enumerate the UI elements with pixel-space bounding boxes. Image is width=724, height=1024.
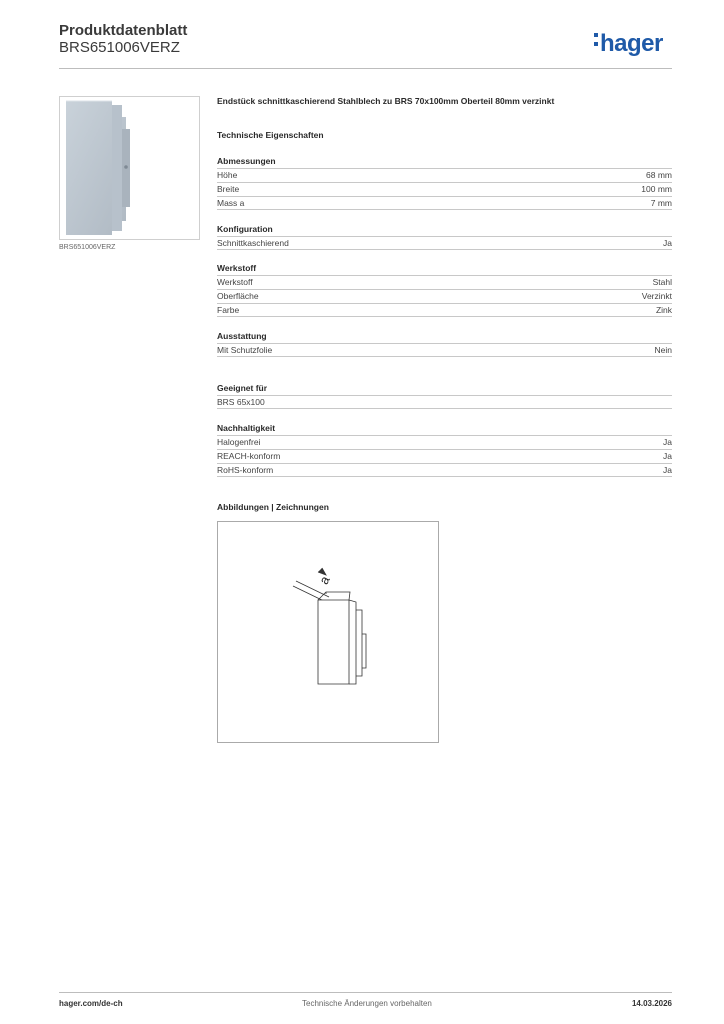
spec-row (217, 449, 672, 463)
spec-label: Werkstoff (217, 277, 253, 287)
spec-value: Verzinkt (641, 291, 672, 301)
spec-label: Breite (217, 184, 240, 194)
section-title: Konfiguration (217, 224, 273, 234)
footer-divider (59, 992, 672, 993)
section-title: Ausstattung (217, 331, 267, 341)
spec-row (217, 168, 672, 182)
thumbnail-caption: BRS651006VERZ (59, 244, 116, 251)
spec-value: Ja (663, 437, 672, 447)
technical-heading: Technische Eigenschaften (217, 130, 324, 140)
spec-row (217, 196, 672, 210)
section-title: Werkstoff (217, 263, 257, 273)
technical-drawing (217, 521, 439, 743)
footer-notice: Technische Änderungen vorbehalten (302, 999, 432, 1008)
spec-label: Mit Schutzfolie (217, 345, 273, 355)
spec-value: 7 mm (650, 198, 672, 208)
spec-label: Oberfläche (217, 291, 259, 301)
section-ausstattung (217, 330, 672, 357)
spec-row (217, 289, 672, 303)
spec-label: Schnittkaschierend (217, 238, 289, 248)
logo-text: hager (600, 30, 663, 57)
spec-row (217, 182, 672, 196)
spec-value: 100 mm (641, 184, 672, 194)
logo-colon-icon (594, 28, 600, 50)
spec-row (217, 236, 672, 250)
section-werkstoff (217, 262, 672, 317)
product-photo-icon (60, 97, 199, 239)
spec-row (217, 463, 672, 477)
spec-label: RoHS-konform (217, 465, 274, 475)
product-description: Endstück schnittkaschierend Stahlblech zu BRS 70x100mm Oberteil 80mm verzinkt (217, 96, 555, 106)
spec-row (217, 343, 672, 357)
spec-row (217, 435, 672, 449)
spec-label: BRS 65x100 (217, 397, 265, 407)
spec-value: 68 mm (646, 170, 672, 180)
section-abmessungen (217, 155, 672, 210)
page-title: Produktdatenblatt (59, 22, 188, 39)
product-thumbnail (59, 96, 200, 240)
section-title: Nachhaltigkeit (217, 423, 276, 433)
dimension-label: a (316, 573, 333, 587)
header-divider (59, 68, 672, 69)
spec-value: Ja (663, 238, 672, 248)
spec-row (217, 275, 672, 289)
product-code: BRS651006VERZ (59, 39, 180, 56)
spec-label: Halogenfrei (217, 437, 261, 447)
section-konfiguration (217, 223, 672, 250)
spec-value: Ja (663, 465, 672, 475)
end-piece-drawing-icon (218, 522, 438, 742)
section-title: Abmessungen (217, 156, 276, 166)
spec-row (217, 303, 672, 317)
spec-value: Ja (663, 451, 672, 461)
section-title: Geeignet für (217, 383, 268, 393)
section-geeignet (217, 382, 672, 409)
spec-label: REACH-konform (217, 451, 281, 461)
footer-website-link[interactable]: hager.com/de-ch (59, 999, 123, 1008)
spec-label: Höhe (217, 170, 238, 180)
spec-value: Zink (655, 305, 672, 315)
footer-date: 14.03.2026 (631, 999, 672, 1008)
hager-logo (594, 29, 663, 57)
spec-value: Nein (654, 345, 672, 355)
spec-label: Mass a (217, 198, 245, 208)
spec-value: Stahl (652, 277, 672, 287)
drawings-heading: Abbildungen | Zeichnungen (217, 502, 329, 512)
section-nachhaltigkeit (217, 422, 672, 477)
spec-label: Farbe (217, 305, 240, 315)
spec-row (217, 395, 672, 409)
